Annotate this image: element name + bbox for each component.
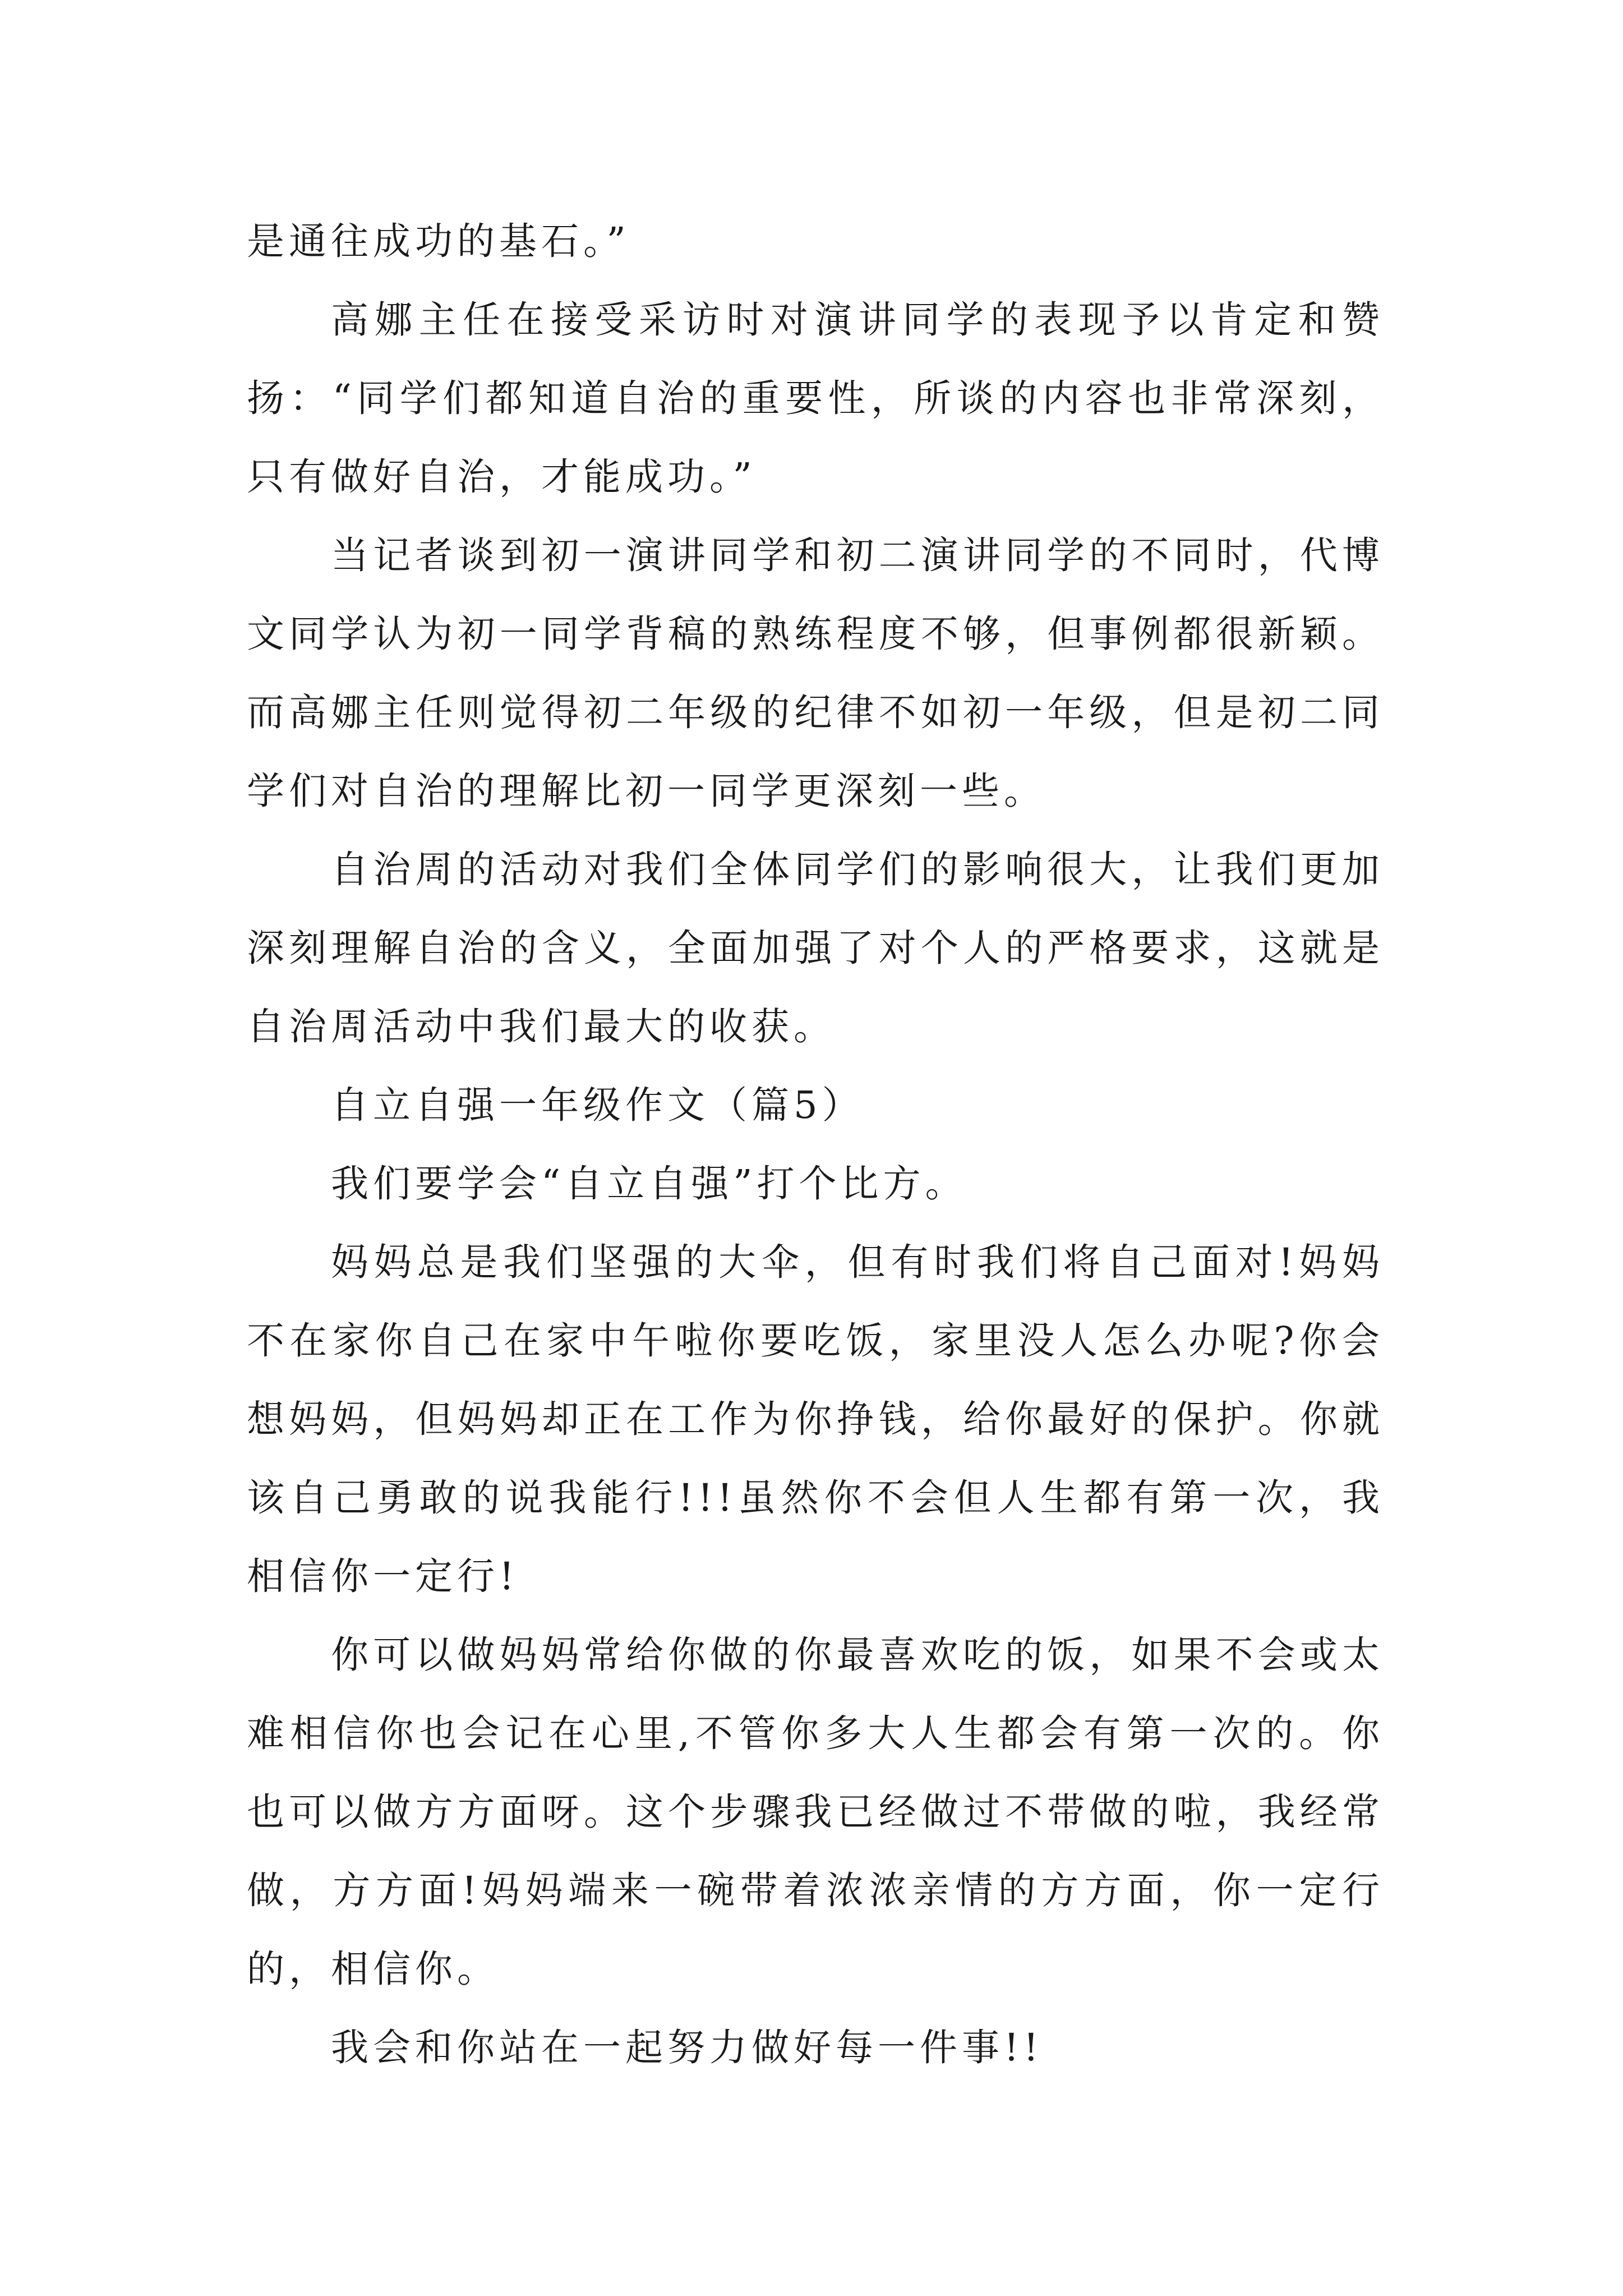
paragraph-week-summary: 自治周的活动对我们全体同学们的影响很大，让我们更加深刻理解自治的含义，全面加强了对个人的严格要求，这就是自治周活动中我们最大的收获。 [247,848,1384,1048]
document-body [247,202,1384,2087]
paragraph-closing: 我会和你站在一起努力做好每一件事!! [331,2026,1043,2069]
paragraph-mother: 妈妈总是我们坚强的大伞，但有时我们将自己面对!妈妈不在家你自己在家中午啦你要吃饭，家里没人怎么办呢?你会想妈妈，但妈妈却正在工作为你挣钱，给你最好的保护。你就该自己勇敢的说我能行!!!虽然你不会但人生都有第一次，我相信你一定行! [247,1240,1384,1598]
paragraph-grade-comparison: 当记者谈到初一演讲同学和初二演讲同学的不同时，代博文同学认为初一同学背稿的熟练程度不够，但事例都很新颖。而高娜主任则觉得初二年级的纪律不如初一年级，但是初二同学们对自治的理解比初一同学更深刻一些。 [247,533,1384,813]
paragraph-cooking: 你可以做妈妈常给你做的你最喜欢吃的饭，如果不会或太难相信你也会记在心里,不管你多大人生都会有第一次的。你也可以做方方面呀。这个步骤我已经做过不带做的啦，我经常做，方方面!妈妈端来一碗带着浓浓亲情的方方面，你一定行的，相信你。 [247,1633,1384,1991]
paragraph-interview-praise: 高娜主任在接受采访时对演讲同学的表现予以肯定和赞扬：“同学们都知道自治的重要性，所谈的内容也非常深刻，只有做好自治，才能成功。” [247,298,1384,499]
paragraph-intro: 我们要学会“自立自强”打个比方。 [331,1162,967,1205]
paragraph-continuation: 是通往成功的基石。” [247,219,630,263]
essay-title: 自立自强一年级作文（篇5） [331,1083,864,1127]
